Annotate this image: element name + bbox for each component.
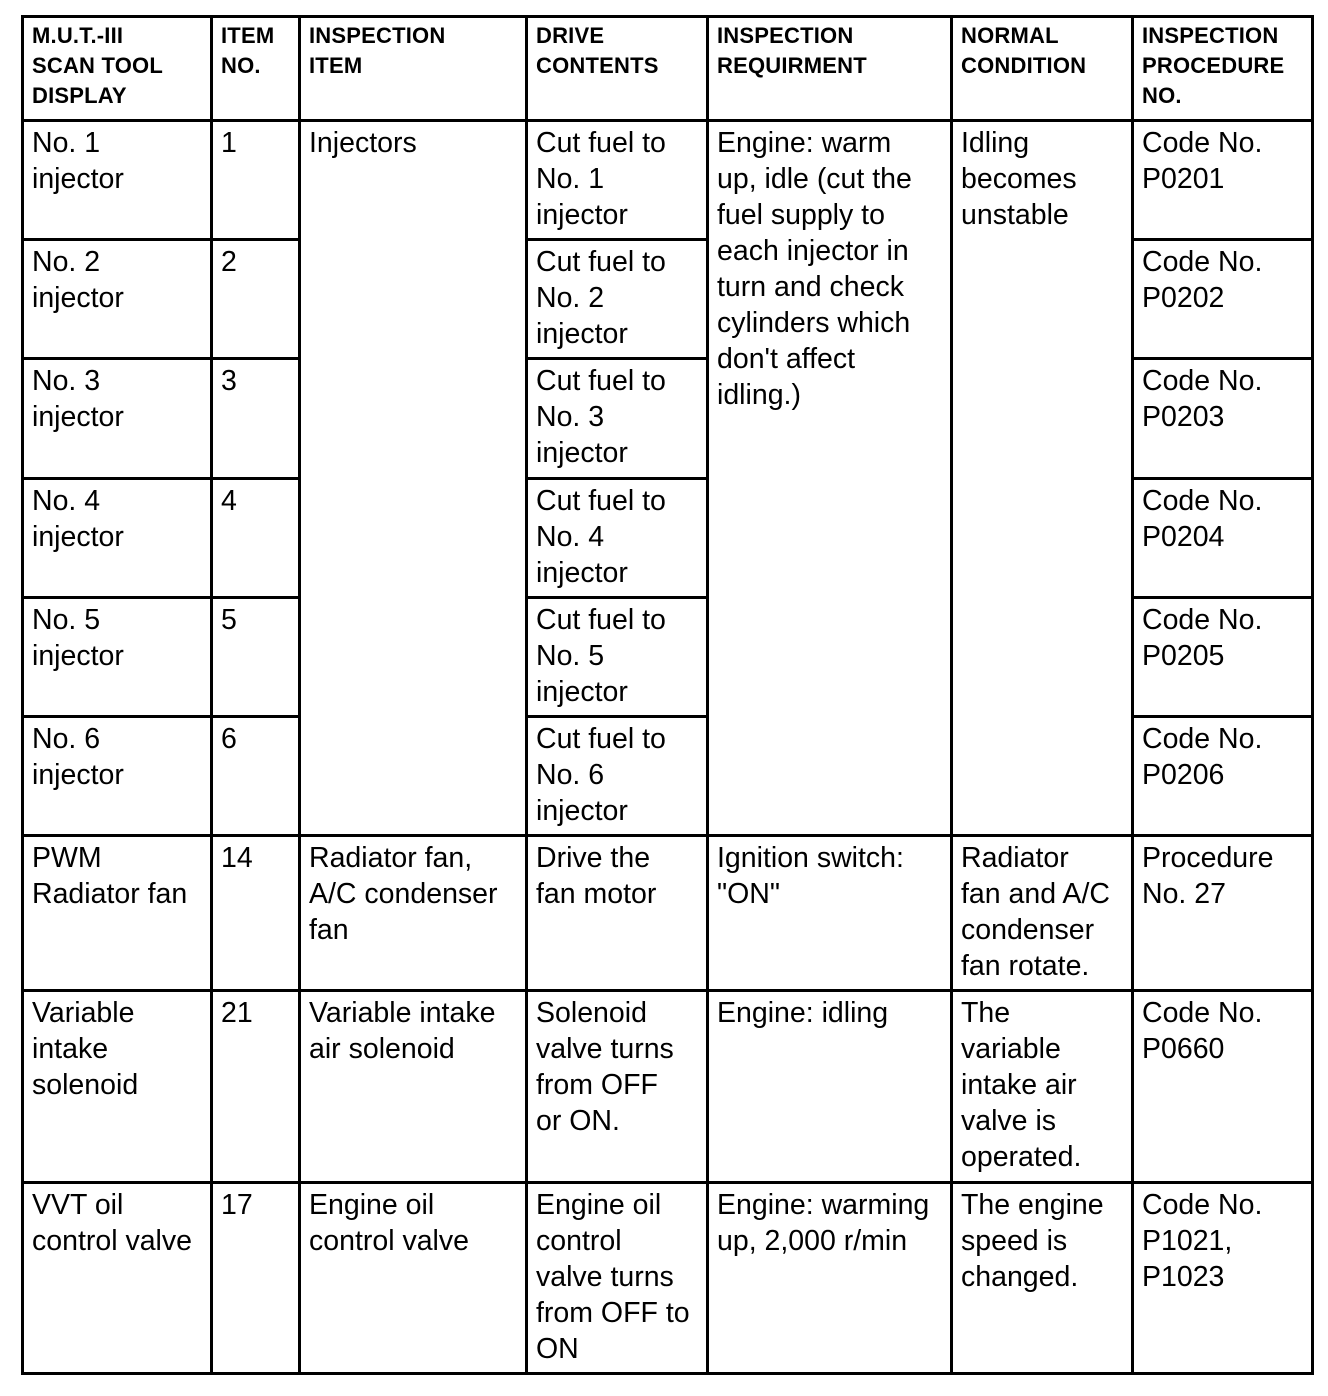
table-row	[23, 991, 1313, 1182]
cell-item-no: 4	[212, 478, 300, 597]
cell-drive-contents: Solenoid valve turns from OFF or ON.	[527, 991, 708, 1182]
cell-item-no: 2	[212, 240, 300, 359]
cell-display: PWM Radiator fan	[23, 836, 212, 991]
cell-procedure-no: Code No. P0201	[1133, 121, 1313, 240]
cell-inspection-requirement: Engine: warm up, idle (cut the fuel supply to each injector in turn and check cylinders which don't affect idling.)	[708, 121, 952, 836]
cell-display: Variable intake solenoid	[23, 991, 212, 1182]
cell-drive-contents: Cut fuel to No. 6 injector	[527, 716, 708, 835]
cell-inspection-requirement: Ignition switch: "ON"	[708, 836, 952, 991]
cell-procedure-no: Code No. P0204	[1133, 478, 1313, 597]
col-header-inspection-item: INSPECTION ITEM	[300, 17, 527, 121]
actuator-test-table	[21, 15, 1314, 1375]
col-header-inspection-requirement: INSPECTION REQUIRMENT	[708, 17, 952, 121]
cell-inspection-requirement: Engine: idling	[708, 991, 952, 1182]
col-header-procedure-no: INSPECTION PROCEDURE NO.	[1133, 17, 1313, 121]
cell-inspection-item: Injectors	[300, 121, 527, 836]
col-header-scan-tool-display: M.U.T.-III SCAN TOOL DISPLAY	[23, 17, 212, 121]
cell-procedure-no: Code No. P0205	[1133, 597, 1313, 716]
cell-drive-contents: Cut fuel to No. 4 injector	[527, 478, 708, 597]
cell-item-no: 17	[212, 1182, 300, 1373]
cell-display: No. 4 injector	[23, 478, 212, 597]
cell-procedure-no: Code No. P0660	[1133, 991, 1313, 1182]
cell-drive-contents: Drive the fan motor	[527, 836, 708, 991]
cell-inspection-requirement: Engine: warming up, 2,000 r/min	[708, 1182, 952, 1373]
table-row	[23, 836, 1313, 991]
cell-normal-condition: Radiator fan and A/C condenser fan rotate.	[952, 836, 1133, 991]
cell-display: No. 6 injector	[23, 716, 212, 835]
cell-display: VVT oil control valve	[23, 1182, 212, 1373]
cell-procedure-no: Procedure No. 27	[1133, 836, 1313, 991]
cell-inspection-item: Variable intake air solenoid	[300, 991, 527, 1182]
cell-inspection-item: Engine oil control valve	[300, 1182, 527, 1373]
cell-normal-condition: Idling becomes unstable	[952, 121, 1133, 836]
cell-display: No. 2 injector	[23, 240, 212, 359]
col-header-normal-condition: NORMAL CONDITION	[952, 17, 1133, 121]
cell-item-no: 21	[212, 991, 300, 1182]
header-row	[23, 17, 1313, 121]
table-row	[23, 1182, 1313, 1373]
cell-display: No. 3 injector	[23, 359, 212, 478]
col-header-drive-contents: DRIVE CONTENTS	[527, 17, 708, 121]
cell-drive-contents: Cut fuel to No. 1 injector	[527, 121, 708, 240]
cell-item-no: 1	[212, 121, 300, 240]
table-row	[23, 121, 1313, 240]
cell-item-no: 14	[212, 836, 300, 991]
cell-inspection-item: Radiator fan, A/C condenser fan	[300, 836, 527, 991]
cell-item-no: 5	[212, 597, 300, 716]
cell-normal-condition: The variable intake air valve is operated.	[952, 991, 1133, 1182]
cell-drive-contents: Cut fuel to No. 2 injector	[527, 240, 708, 359]
cell-procedure-no: Code No. P1021, P1023	[1133, 1182, 1313, 1373]
cell-procedure-no: Code No. P0203	[1133, 359, 1313, 478]
cell-drive-contents: Cut fuel to No. 3 injector	[527, 359, 708, 478]
cell-item-no: 3	[212, 359, 300, 478]
cell-display: No. 5 injector	[23, 597, 212, 716]
cell-drive-contents: Cut fuel to No. 5 injector	[527, 597, 708, 716]
cell-item-no: 6	[212, 716, 300, 835]
cell-drive-contents: Engine oil control valve turns from OFF to ON	[527, 1182, 708, 1373]
cell-procedure-no: Code No. P0202	[1133, 240, 1313, 359]
col-header-item-no: ITEM NO.	[212, 17, 300, 121]
cell-display: No. 1 injector	[23, 121, 212, 240]
cell-procedure-no: Code No. P0206	[1133, 716, 1313, 835]
cell-normal-condition: The engine speed is changed.	[952, 1182, 1133, 1373]
